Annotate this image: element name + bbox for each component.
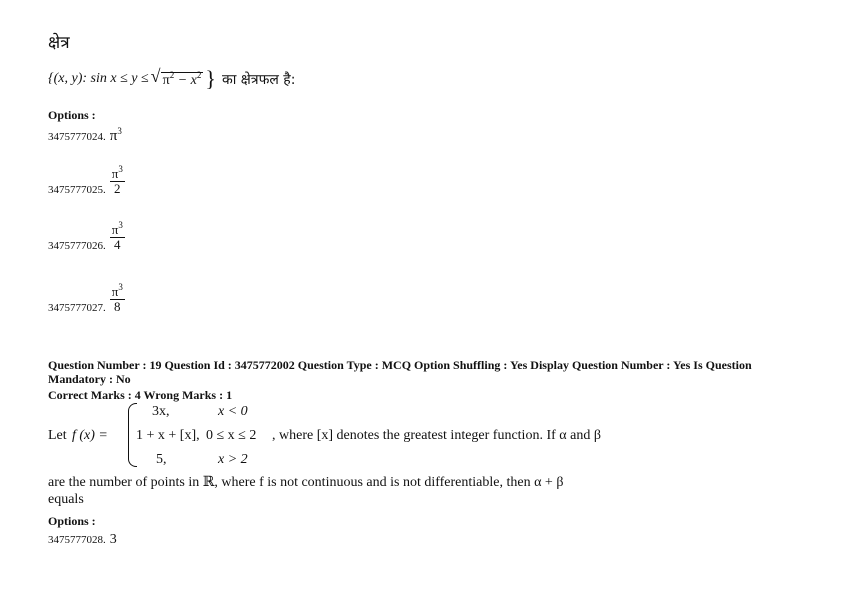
- options-label: Options :: [48, 108, 96, 122]
- let-text: Let: [48, 428, 67, 443]
- q19-option-1[interactable]: [48, 530, 117, 548]
- q19-meta-line2: Mandatory : No: [48, 372, 131, 386]
- sqrt-pi: π: [162, 72, 170, 88]
- set-definition: [48, 66, 295, 92]
- option-3[interactable]: [48, 218, 125, 252]
- q19-options-label: Options :: [48, 514, 96, 528]
- where-text: , where [x] denotes the greatest integer function. If α and β: [272, 428, 601, 443]
- frac-num: π: [111, 166, 119, 181]
- option-id: 3475777026.: [48, 240, 106, 252]
- option-value-pi: π: [109, 128, 118, 144]
- set-open: {(x, y): sin x ≤ y ≤: [48, 71, 149, 86]
- option-fraction: [110, 218, 125, 252]
- case3-cond: x > 2: [218, 452, 248, 467]
- frac-exp: 3: [118, 282, 123, 292]
- question-text-hindi: का क्षेत्रफल है:: [221, 71, 296, 88]
- option-fraction: [110, 162, 125, 196]
- case2-cond: 0 ≤ x ≤ 2: [206, 428, 257, 443]
- exp-2: 2: [169, 69, 175, 80]
- case1-cond: x < 0: [218, 404, 248, 419]
- option-id: 3475777028.: [48, 534, 106, 546]
- option-2[interactable]: [48, 162, 125, 196]
- sqrt-minus-x: − x: [174, 72, 197, 88]
- option-id: 3475777027.: [48, 302, 106, 314]
- frac-num: π: [111, 284, 119, 299]
- radical-sign-icon: √: [150, 65, 161, 86]
- case2-expr: 1 + x + [x],: [136, 428, 200, 443]
- q19-line3: equals: [48, 492, 84, 507]
- fx-label: f (x) =: [72, 428, 108, 443]
- frac-den: 4: [114, 237, 121, 252]
- frac-den: 8: [114, 299, 121, 314]
- q19-line2: are the number of points in ℝ, where f is not continuous and is not differentiable, then α + β: [48, 475, 564, 490]
- frac-den: 2: [114, 181, 121, 196]
- q19-marks: Correct Marks : 4 Wrong Marks : 1: [48, 388, 233, 402]
- frac-exp: 3: [118, 164, 123, 174]
- case3-expr: 5,: [156, 452, 167, 467]
- option-value: 3: [109, 532, 117, 547]
- case1-expr: 3x,: [152, 404, 170, 419]
- set-close: }: [205, 66, 216, 91]
- q19-meta-line1: Question Number : 19 Question Id : 3475772002 Question Type : MCQ Option Shuffling : Yes Display Question Number : Yes Is Question: [48, 358, 752, 372]
- option-fraction: [110, 280, 125, 314]
- option-exp: 3: [117, 126, 122, 136]
- exp-2b: 2: [196, 69, 202, 80]
- sqrt-expression: [150, 65, 204, 89]
- question-heading-hindi: क्षेत्र: [48, 33, 70, 53]
- frac-num: π: [111, 222, 119, 237]
- option-id: 3475777024.: [48, 131, 106, 143]
- option-id: 3475777025.: [48, 184, 106, 196]
- option-1[interactable]: [48, 126, 122, 145]
- frac-exp: 3: [118, 220, 123, 230]
- option-4[interactable]: [48, 280, 125, 314]
